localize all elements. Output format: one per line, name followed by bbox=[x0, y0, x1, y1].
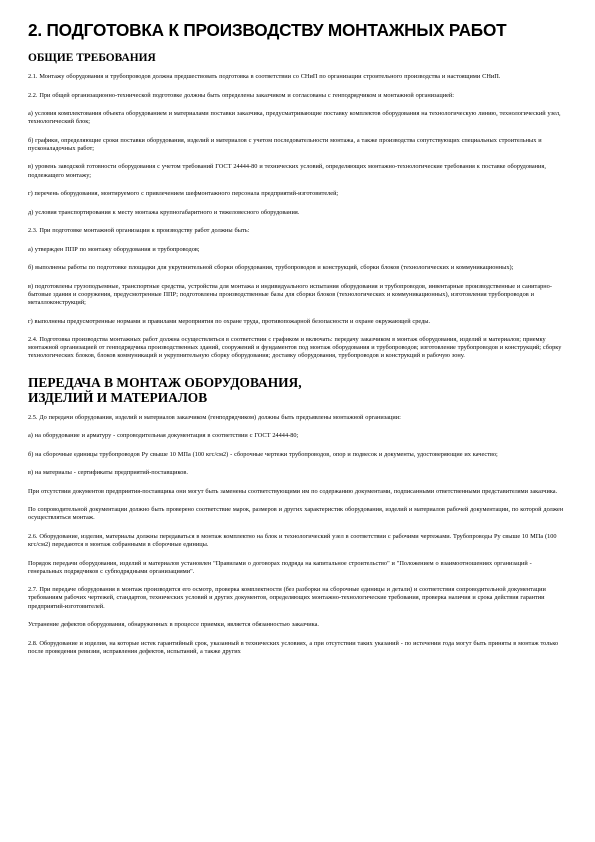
paragraph-2-5: 2.5. До передачи оборудования, изделий и материалов заказчиком (генподрядчиком) должны быть предъявлены монтажной организации: bbox=[28, 413, 401, 421]
paragraph-transfer-order: Порядок передачи оборудования, изделий и материалов установлен "Правилами о договорах подряда на капитальное строительство" и "Положением о взаимоотношениях организаций - генеральных подрядчиков с субподрядными организациями". bbox=[28, 559, 532, 575]
paragraph-2-2-b: б) графики, определяющие сроки поставки оборудования, изделий и материалов с учетом последовательности монтажа, а также производства сопутствующих специальных строительных и пусконаладочных работ; bbox=[28, 136, 542, 152]
paragraph-2-2-g: г) перечень оборудования, монтируемого с привлечением шефмонтажного персонала предприятий-изготовителей; bbox=[28, 190, 339, 198]
paragraph-2-5-v: в) на материалы - сертификаты предприятий-поставщиков. bbox=[28, 469, 188, 477]
paragraph-2-2: 2.2. При общей организационно-технической подготовке должны быть определены заказчиком и согласованы с генподрядчиком и монтажной организацией: bbox=[28, 91, 454, 99]
paragraph-2-2-a: а) условия комплектования объекта оборудованием и материалами поставки заказчика, предусматривающие поставку комплектов оборудования на технологическую линию, технологический узел, технологический блок; bbox=[28, 110, 561, 126]
paragraph-2-1: 2.1. Монтажу оборудования и трубопроводов должна предшествовать подготовка в соответствии со СНиП по организации строительного производства и настоящими СНиП. bbox=[28, 73, 501, 80]
paragraph-2-4: 2.4. Подготовка производства монтажных работ должна осуществляться в соответствии с графиком и включать: передачу заказчиком в монтаж оборудования, изделий и материалов; приемку монтажной организацией от генподрядчика производственных зданий, сооружений и фундаментов под монтаж оборудования и трубопроводов; изготовление трубопроводов и конструкций; сборку технологических блоков, блоков коммуникаций и укрупнительную сборку оборудования; доставку оборудования, трубопроводов и конструкций в рабочую зону. bbox=[28, 336, 562, 360]
paragraph-2-5-a: а) на оборудование и арматуру - сопроводительная документация в соответствии с ГОСТ 24444-80; bbox=[28, 432, 299, 440]
paragraph-missing-documents: При отсутствии документов предприятия-поставщика они могут быть заменены соответствующими им по содержанию документами, подписанными ответственными представителями заказчика. bbox=[28, 487, 558, 495]
paragraph-2-6: 2.6. Оборудование, изделия, материалы должны передаваться в монтаж комплектно на блок и технологический узел в соответствии с рабочими чертежами. Трубопроводы Ру свыше 10 МПа (100 кгс/см2) передаются в монтаж собранными в сборочные единицы. bbox=[28, 532, 557, 549]
section-heading-line-1: ПЕРЕДАЧА В МОНТАЖ ОБОРУДОВАНИЯ, bbox=[28, 374, 302, 390]
paragraph-2-3-b: б) выполнены работы по подготовке площадки для укрупнительной сборки оборудования, трубопроводов и конструкций, сборки блоков (технологических и коммуникационных); bbox=[28, 264, 514, 272]
page-title: 2. ПОДГОТОВКА К ПРОИЗВОДСТВУ МОНТАЖНЫХ РАБОТ bbox=[28, 20, 507, 40]
paragraph-2-3-a: а) утвержден ППР по монтажу оборудования и трубопроводов; bbox=[28, 245, 200, 253]
section-heading-transfer-to-installation bbox=[28, 375, 567, 406]
paragraph-2-5-b: б) на сборочные единицы трубопроводов Ру свыше 10 МПа (100 кгс/см2) - сборочные чертежи трубопроводов, опор и подвесок и документы, удостоверяющие их качество; bbox=[28, 450, 498, 458]
section-transfer-to-installation bbox=[28, 414, 567, 656]
paragraph-2-2-v: в) уровень заводской готовности оборудования с учетом требований ГОСТ 24444-80 и технических условий, определяющих монтажно-технологические требования к поставке оборудования, подлежащего монтажу; bbox=[28, 163, 546, 179]
paragraph-2-3-v: в) подготовлены грузоподъемные, транспортные средства, устройства для монтажа и индивидуального испытания оборудования и трубопроводов, инвентарные производственные и санитарно-бытовые здания и сооружения, предусмотренные ППР; подготовлены производственные базы для сборки блоков (технологических и коммуникационных), изготовления трубопроводов и металлоконструкций; bbox=[28, 282, 552, 307]
section-general-requirements bbox=[28, 73, 567, 361]
paragraph-defect-elimination: Устранение дефектов оборудования, обнаруженных в процессе приемки, является обязанностью заказчика. bbox=[28, 621, 319, 629]
paragraph-2-3: 2.3. При подготовке монтажной организации к производству работ должны быть: bbox=[28, 227, 250, 235]
paragraph-documentation-check: По сопроводительной документации должно быть проверено соответствие марок, размеров и других характеристик оборудования, изделий и материалов рабочей документации, по которой должен осуществляться монтаж. bbox=[28, 506, 564, 522]
section-heading-line-2: ИЗДЕЛИЙ И МАТЕРИАЛОВ bbox=[28, 390, 208, 406]
paragraph-2-7: 2.7. При передаче оборудования в монтаж производится его осмотр, проверка комплектности (без разборки на сборочные единицы и детали) и соответствия сопроводительной документации требованиям рабочих чертежей, стандартов, технических условий и других документов, определяющих монтажно-технологические требования, проверка наличия и срока действия гарантии предприятий-изготовителей. bbox=[28, 586, 546, 610]
paragraph-2-2-d: д) условия транспортирования к месту монтажа крупногабаритного и тяжеловесного оборудования. bbox=[28, 208, 300, 216]
section-heading-general-requirements: ОБЩИЕ ТРЕБОВАНИЯ bbox=[28, 52, 156, 64]
paragraph-2-8: 2.8. Оборудование и изделия, на которые истек гарантийный срок, указанный в технических условиях, а при отсутствии таких указаний - по истечении года могут быть приняты в монтаж только после проведения ревизии, исправления дефектов, испытаний, а также других bbox=[28, 639, 559, 655]
paragraph-2-3-g: г) выполнены предусмотренные нормами и правилами мероприятия по охране труда, противопожарной безопасности и охране окружающей среды. bbox=[28, 317, 431, 325]
